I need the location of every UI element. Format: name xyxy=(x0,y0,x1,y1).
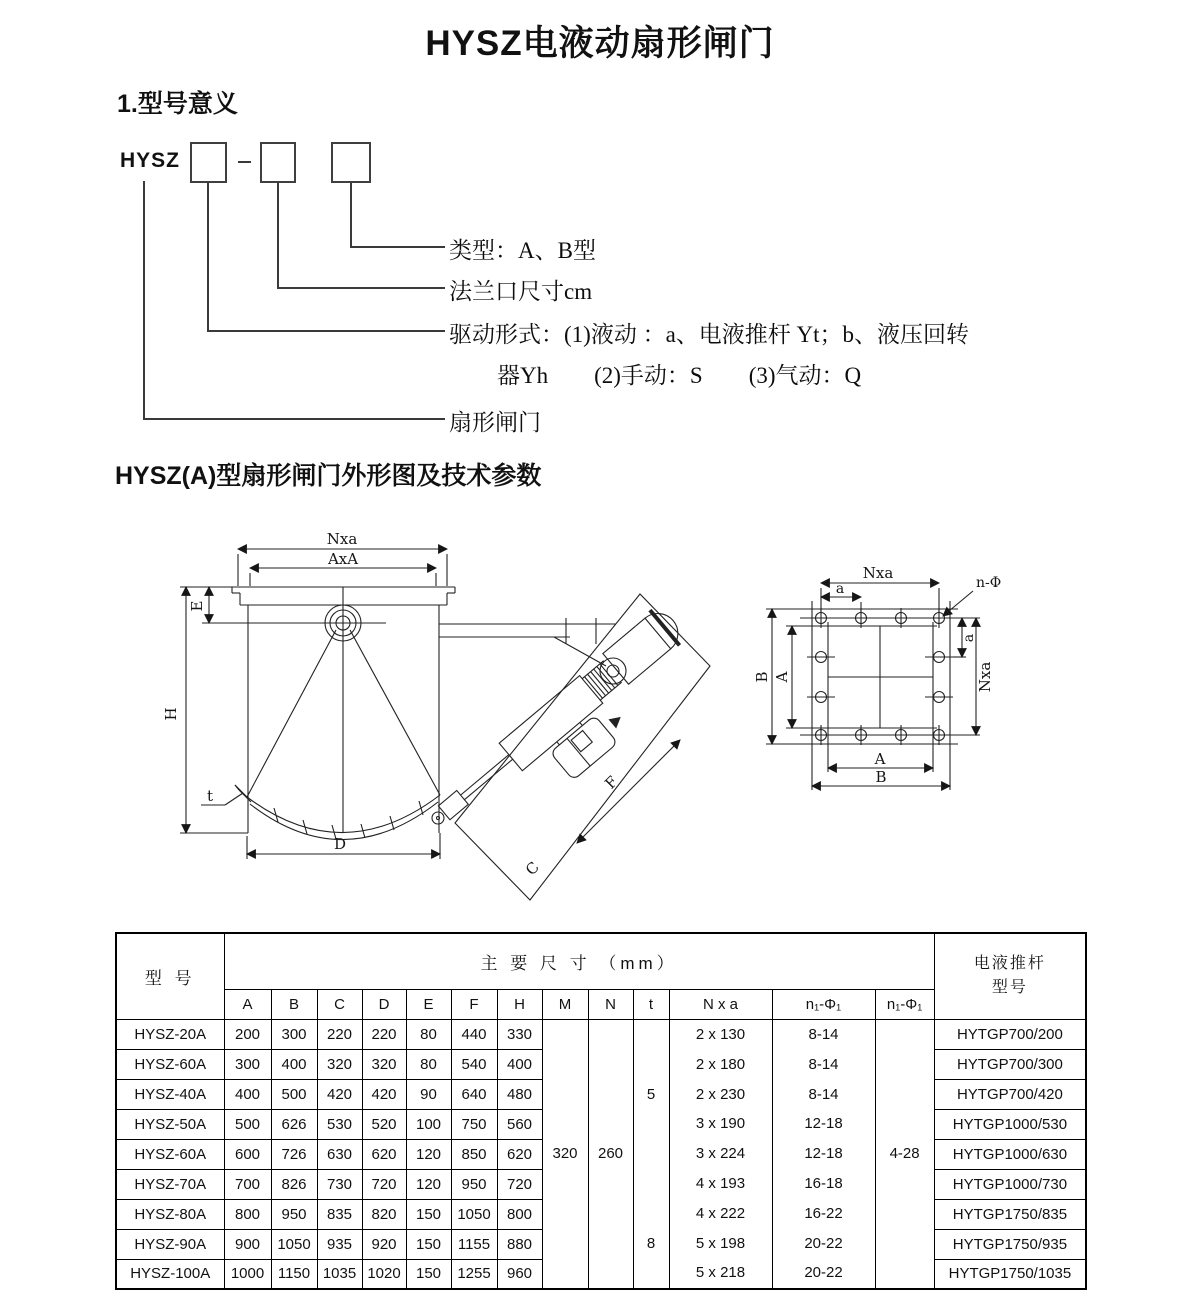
sub-header: N x a xyxy=(669,989,772,1019)
merged-cell-n1b xyxy=(875,1019,934,1289)
cell-nxa: 5 x 218 xyxy=(695,1264,746,1282)
cell: 935 xyxy=(317,1229,362,1259)
cell: 500 xyxy=(271,1079,317,1109)
cell-actuator: HYTGP1750/1035 xyxy=(934,1259,1086,1289)
cell-t-lower: 8 xyxy=(646,1234,656,1252)
section2-heading: HYSZ(A)型扇形闸门外形图及技术参数 xyxy=(115,462,542,490)
cell: 800 xyxy=(224,1199,271,1229)
label-drive-line2: 器Yh (2)手动：S (3)气动：Q xyxy=(497,363,862,388)
cell: 826 xyxy=(271,1169,317,1199)
cell: 640 xyxy=(451,1079,497,1109)
cell-model: HYSZ-100A xyxy=(116,1259,224,1289)
cell: 900 xyxy=(224,1229,271,1259)
cell: 400 xyxy=(271,1049,317,1079)
cell: 1255 xyxy=(451,1259,497,1289)
cell-actuator: HYTGP1000/730 xyxy=(934,1169,1086,1199)
cell: 400 xyxy=(224,1079,271,1109)
cell-nxa: 3 x 190 xyxy=(695,1115,746,1133)
cell: 920 xyxy=(362,1229,406,1259)
cell: 420 xyxy=(362,1079,406,1109)
connector-line xyxy=(277,287,445,289)
cell: 220 xyxy=(362,1019,406,1049)
cell: 700 xyxy=(224,1169,271,1199)
cell-nxa: 2 x 180 xyxy=(695,1055,746,1073)
cell: 630 xyxy=(317,1139,362,1169)
cell-m-value: 320 xyxy=(552,1145,578,1163)
dim-label-a-left: A xyxy=(773,671,791,683)
dim-label-b-left: B xyxy=(753,671,771,683)
sub-header: C xyxy=(317,989,362,1019)
cell: 750 xyxy=(451,1109,497,1139)
cell: 820 xyxy=(362,1199,406,1229)
cell: 620 xyxy=(362,1139,406,1169)
cell-n1: 16-22 xyxy=(804,1204,843,1222)
cell-actuator: HYTGP1750/935 xyxy=(934,1229,1086,1259)
side-view-geometry xyxy=(180,549,710,900)
cell-nxa: 2 x 230 xyxy=(695,1085,746,1103)
sub-header: H xyxy=(497,989,542,1019)
dim-label-c: C xyxy=(522,858,543,879)
cell-model: HYSZ-90A xyxy=(116,1229,224,1259)
cell-n1: 12-18 xyxy=(804,1115,843,1133)
merged-cell-m xyxy=(542,1019,588,1289)
cell: 726 xyxy=(271,1139,317,1169)
cell-n1: 8-14 xyxy=(808,1055,839,1073)
cell: 620 xyxy=(497,1139,542,1169)
cell-model: HYSZ-60A xyxy=(116,1049,224,1079)
cell: 960 xyxy=(497,1259,542,1289)
cell: 950 xyxy=(271,1199,317,1229)
dim-label-t: t xyxy=(206,787,214,805)
model-code-box-3 xyxy=(331,142,371,183)
cell: 120 xyxy=(406,1139,451,1169)
label-flange: 法兰口尺寸cm xyxy=(449,279,593,304)
cell-nxa: 4 x 193 xyxy=(695,1175,746,1193)
cell: 80 xyxy=(406,1019,451,1049)
cell: 1000 xyxy=(224,1259,271,1289)
cell: 730 xyxy=(317,1169,362,1199)
cell-model: HYSZ-70A xyxy=(116,1169,224,1199)
cell: 600 xyxy=(224,1139,271,1169)
cell-n1: 12-18 xyxy=(804,1145,843,1163)
cell-model: HYSZ-20A xyxy=(116,1019,224,1049)
cell: 150 xyxy=(406,1199,451,1229)
cell: 220 xyxy=(317,1019,362,1049)
model-code-box-2 xyxy=(260,142,296,183)
merged-cell-n xyxy=(588,1019,633,1289)
cell: 1155 xyxy=(451,1229,497,1259)
cell-n1b-value: 4-28 xyxy=(889,1145,920,1163)
sub-header: F xyxy=(451,989,497,1019)
model-code-box-1 xyxy=(190,142,227,183)
cell-nxa: 5 x 198 xyxy=(695,1234,746,1252)
cell: 880 xyxy=(497,1229,542,1259)
connector-line xyxy=(143,418,445,420)
col-header-actuator-line2: 型号 xyxy=(991,979,1028,997)
dim-label-b-bottom: B xyxy=(875,768,887,786)
cell: 150 xyxy=(406,1259,451,1289)
sub-header: N xyxy=(588,989,633,1019)
cell-n-value: 260 xyxy=(597,1145,624,1163)
cell: 800 xyxy=(497,1199,542,1229)
cell-nxa: 4 x 222 xyxy=(695,1204,746,1222)
dim-label-nxa-right: Nxa xyxy=(976,661,994,693)
sub-header: t xyxy=(633,989,669,1019)
cell: 500 xyxy=(224,1109,271,1139)
sub-header: D xyxy=(362,989,406,1019)
dim-label-a-right: a xyxy=(961,633,977,643)
dim-label-axa: AxA xyxy=(327,550,359,568)
merged-cell-t xyxy=(633,1019,669,1289)
connector-line xyxy=(207,330,445,332)
cell: 320 xyxy=(317,1049,362,1079)
label-type: 类型：A、B型 xyxy=(449,238,596,263)
cell-n1: 8-14 xyxy=(808,1026,839,1044)
flange-view-geometry xyxy=(766,583,980,790)
cell: 80 xyxy=(406,1049,451,1079)
cell: 100 xyxy=(406,1109,451,1139)
cell: 200 xyxy=(224,1019,271,1049)
table-row xyxy=(116,1019,1086,1049)
cell: 320 xyxy=(362,1049,406,1079)
cell: 540 xyxy=(451,1049,497,1079)
cell-actuator: HYTGP700/200 xyxy=(934,1019,1086,1049)
hole-count-label: n-Φ xyxy=(976,575,1002,591)
connector-line xyxy=(350,183,352,248)
cell: 1020 xyxy=(362,1259,406,1289)
cell-actuator: HYTGP1750/835 xyxy=(934,1199,1086,1229)
dash-separator xyxy=(238,161,251,163)
sub-header: n₁-Φ₁ xyxy=(875,989,934,1019)
cell-n1: 8-14 xyxy=(808,1085,839,1103)
cell-model: HYSZ-60A xyxy=(116,1139,224,1169)
cell-actuator: HYTGP700/300 xyxy=(934,1049,1086,1079)
cell-actuator: HYTGP1000/530 xyxy=(934,1109,1086,1139)
dim-label-a-bottom: A xyxy=(874,750,886,768)
cell: 300 xyxy=(271,1019,317,1049)
cell-n1: 20-22 xyxy=(804,1234,843,1252)
sub-header: n₁-Φ₁ xyxy=(772,989,875,1019)
col-header-actuator xyxy=(934,933,1086,1019)
cell-actuator: HYTGP700/420 xyxy=(934,1079,1086,1109)
col-header-actuator-line1: 电液推杆 xyxy=(973,955,1046,973)
sub-header: A xyxy=(224,989,271,1019)
page-title: HYSZ电液动扇形闸门 xyxy=(425,24,775,63)
dim-label-nxa-top: Nxa xyxy=(862,564,894,582)
cell: 835 xyxy=(317,1199,362,1229)
cell: 400 xyxy=(497,1049,542,1079)
cell: 1150 xyxy=(271,1259,317,1289)
cell: 150 xyxy=(406,1229,451,1259)
dim-label-f: F xyxy=(601,772,622,793)
cell: 950 xyxy=(451,1169,497,1199)
cell: 440 xyxy=(451,1019,497,1049)
dim-label-nxa-top: Nxa xyxy=(326,530,358,548)
connector-line xyxy=(207,183,209,332)
cell-n1: 20-22 xyxy=(804,1264,843,1282)
cell: 520 xyxy=(362,1109,406,1139)
sub-header: M xyxy=(542,989,588,1019)
dim-label-d: D xyxy=(333,835,347,853)
sub-header: B xyxy=(271,989,317,1019)
cell: 300 xyxy=(224,1049,271,1079)
cell: 120 xyxy=(406,1169,451,1199)
cell-model: HYSZ-50A xyxy=(116,1109,224,1139)
dim-label-a-top: a xyxy=(835,581,845,597)
cell-model: HYSZ-40A xyxy=(116,1079,224,1109)
cell: 720 xyxy=(497,1169,542,1199)
dim-label-h: H xyxy=(162,707,180,721)
merged-cell-nxa xyxy=(669,1019,772,1289)
cell-n1: 16-18 xyxy=(804,1175,843,1193)
section1-heading: 1.型号意义 xyxy=(117,90,238,118)
connector-line xyxy=(143,181,145,420)
model-prefix: HYSZ xyxy=(120,149,181,172)
cell-nxa: 3 x 224 xyxy=(695,1145,746,1163)
cell: 1035 xyxy=(317,1259,362,1289)
flange-view-drawing xyxy=(752,556,1092,856)
cell-nxa: 2 x 130 xyxy=(695,1026,746,1044)
cell-model: HYSZ-80A xyxy=(116,1199,224,1229)
col-header-dimensions: 主 要 尺 寸 （mm） xyxy=(224,933,934,989)
merged-cell-n1 xyxy=(772,1019,875,1289)
cell: 330 xyxy=(497,1019,542,1049)
cell: 560 xyxy=(497,1109,542,1139)
label-gate: 扇形闸门 xyxy=(449,410,541,435)
cell: 1050 xyxy=(451,1199,497,1229)
cell: 720 xyxy=(362,1169,406,1199)
cell: 420 xyxy=(317,1079,362,1109)
sub-header: E xyxy=(406,989,451,1019)
cell-actuator: HYTGP1000/630 xyxy=(934,1139,1086,1169)
col-header-model: 型 号 xyxy=(116,933,224,1019)
cell: 530 xyxy=(317,1109,362,1139)
cell: 626 xyxy=(271,1109,317,1139)
spec-table xyxy=(115,932,1087,1290)
cell: 850 xyxy=(451,1139,497,1169)
connector-line xyxy=(350,246,445,248)
cell: 1050 xyxy=(271,1229,317,1259)
cell: 90 xyxy=(406,1079,451,1109)
side-view-drawing xyxy=(118,528,728,908)
cell: 480 xyxy=(497,1079,542,1109)
connector-line xyxy=(277,183,279,289)
cell-t-upper: 5 xyxy=(646,1085,656,1103)
dim-label-e: E xyxy=(188,600,206,612)
label-drive-line1: 驱动形式：(1)液动 ：a、电液推杆 Yt；b、液压回转 xyxy=(449,322,970,347)
